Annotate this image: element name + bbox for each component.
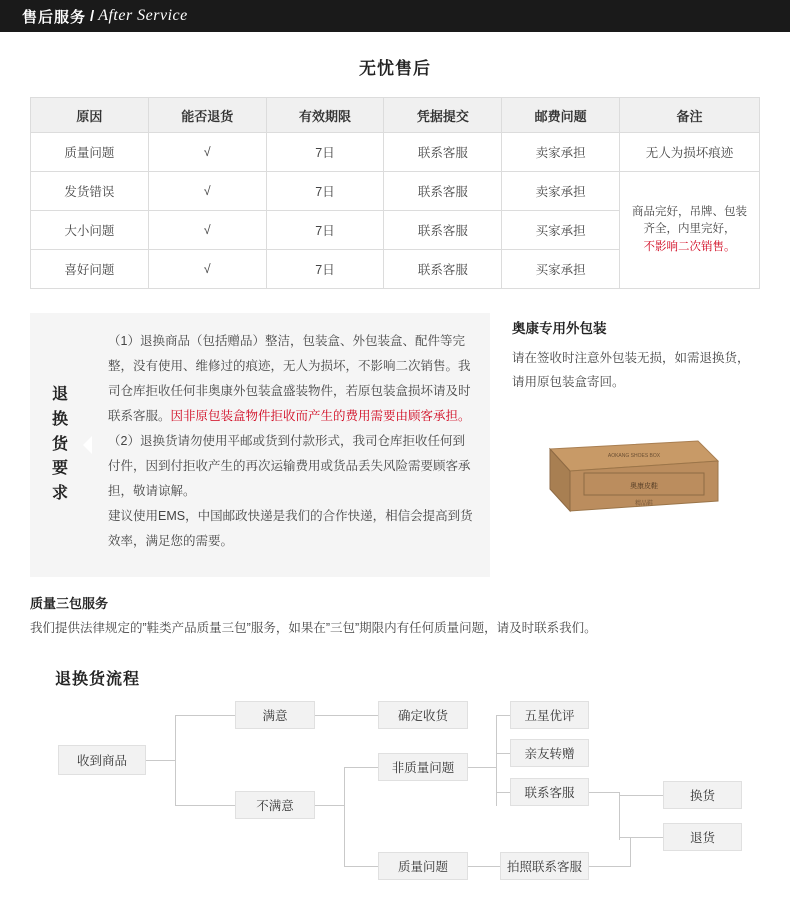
flow-node-fivestar[interactable]: 五星优评 [510, 701, 589, 729]
cell-period: 7日 [266, 172, 384, 211]
requirements-p1-normal: （1）退换商品（包括赠品）整洁，包装盒、外包装盒、配件等完整，没有使用、维修过的痕迹，无人为损坏，不影响二次销售。我司仓库拒收任何非奥康外包装盒盛装物件，若原包装盒损坏请及时联系客服。 [108, 334, 471, 423]
after-service-table [30, 97, 760, 289]
requirements-label-ch2: 换 [51, 410, 70, 428]
flow-node-photo[interactable]: 拍照联系客服 [500, 852, 589, 880]
flow-node-contact[interactable]: 联系客服 [510, 778, 589, 806]
page-header-banner [0, 0, 790, 32]
service-table-wrap [30, 97, 760, 289]
flow-line [619, 837, 663, 838]
flow-line [496, 792, 510, 793]
cell-note-merged [620, 172, 760, 289]
requirements-p1-red: 因非原包装盒物件拒收而产生的费用需要由顾客承担。 [170, 409, 471, 423]
cell-reason: 发货错误 [31, 172, 149, 211]
col-header-reason: 原因 [31, 98, 149, 133]
shoe-box-illustration [522, 423, 722, 519]
col-header-proof: 凭据提交 [384, 98, 502, 133]
cell-returnable: √ [148, 172, 266, 211]
cell-postage: 卖家承担 [502, 133, 620, 172]
col-header-note: 备注 [620, 98, 760, 133]
three-pack-title: 质量三包服务 [30, 596, 109, 611]
requirements-panel [30, 313, 490, 577]
cell-period: 7日 [266, 133, 384, 172]
return-flow-diagram [0, 701, 790, 891]
banner-separator: / [90, 7, 95, 25]
note-line-3: 不影响二次销售。 [643, 240, 736, 253]
packaging-desc: 请在签收时注意外包装无损，如需退换货，请用原包装盒寄回。 [512, 351, 750, 389]
cell-postage: 买家承担 [502, 211, 620, 250]
requirements-area [30, 313, 760, 577]
flow-line [344, 767, 378, 768]
cell-proof: 联系客服 [384, 172, 502, 211]
cell-period: 7日 [266, 211, 384, 250]
flow-line [344, 866, 378, 867]
cell-returnable: √ [148, 211, 266, 250]
flow-line [314, 805, 344, 806]
note-line-2: 齐全，内里完好， [643, 223, 736, 236]
flow-node-unsatisfied[interactable]: 不满意 [235, 791, 315, 819]
flow-line [175, 805, 235, 806]
cell-returnable: √ [148, 133, 266, 172]
table-row [31, 133, 760, 172]
requirements-label-ch1: 退 [51, 386, 70, 403]
flow-line [468, 767, 496, 768]
shoe-box-sub-text: 精品鞋 [634, 500, 654, 507]
packaging-column [490, 313, 760, 519]
requirements-text [92, 325, 490, 565]
cell-reason: 质量问题 [31, 133, 149, 172]
cell-postage: 买家承担 [502, 250, 620, 289]
flow-line [619, 795, 663, 796]
table-row [31, 172, 760, 211]
flow-node-nonquality[interactable]: 非质量问题 [378, 753, 468, 781]
flow-node-exchange[interactable]: 换货 [663, 781, 742, 809]
requirements-label-ch3: 货 [51, 435, 70, 453]
table-header-row [31, 98, 760, 133]
flow-line [496, 753, 510, 754]
banner-title-cn: 售后服务 [22, 8, 87, 26]
cell-returnable: √ [148, 250, 266, 289]
cell-period: 7日 [266, 250, 384, 289]
shoe-box-top-text: AOKANG SHOES BOX [607, 452, 661, 459]
flow-line [589, 866, 630, 867]
flow-line [314, 715, 378, 716]
flow-line [344, 767, 345, 866]
cell-proof: 联系客服 [384, 250, 502, 289]
flow-line [145, 760, 175, 761]
requirements-paragraph-3: 建议使用EMS，中国邮政快递是我们的合作快递，相信会提高到货效率，满足您的需要。 [108, 509, 473, 548]
requirements-label [30, 325, 92, 565]
cell-reason: 喜好问题 [31, 250, 149, 289]
flow-node-quality[interactable]: 质量问题 [378, 852, 468, 880]
three-pack-section [30, 593, 760, 638]
cell-proof: 联系客服 [384, 211, 502, 250]
flow-line [175, 715, 235, 716]
cell-proof: 联系客服 [384, 133, 502, 172]
note-line-1: 商品完好，吊牌、包装 [632, 206, 748, 219]
requirements-paragraph-2: （2）退换货请勿使用平邮或货到付款形式，我司仓库拒收任何到付件，因到付拒收产生的再次运输费用或货品丢失风险需要顾客承担，敬请谅解。 [108, 434, 471, 498]
flow-line [589, 792, 619, 793]
requirements-paragraph-1 [108, 329, 476, 429]
section-title: 无忧售后 [359, 59, 431, 78]
requirements-label-ch5: 求 [51, 485, 70, 503]
flow-line [619, 792, 620, 840]
col-header-returnable: 能否退货 [148, 98, 266, 133]
shoe-box-image [522, 423, 722, 519]
cell-note-first: 无人为损坏痕迹 [620, 133, 760, 172]
requirements-label-ch4: 要 [51, 460, 70, 478]
flow-node-confirm[interactable]: 确定收货 [378, 701, 468, 729]
col-header-period: 有效期限 [266, 98, 384, 133]
flow-section-title: 退换货流程 [55, 671, 141, 688]
three-pack-desc: 我们提供法律规定的”鞋类产品质量三包”服务，如果在”三包”期限内有任何质量问题，请及时联系我们。 [30, 621, 597, 635]
packaging-title: 奥康专用外包装 [512, 321, 607, 336]
flow-node-satisfied[interactable]: 满意 [235, 701, 315, 729]
cell-reason: 大小问题 [31, 211, 149, 250]
col-header-postage: 邮费问题 [502, 98, 620, 133]
shoe-box-brand-text: 奥康皮鞋 [630, 482, 658, 490]
cell-postage: 卖家承担 [502, 172, 620, 211]
flow-node-gift[interactable]: 亲友转赠 [510, 739, 589, 767]
flow-line [630, 837, 631, 867]
flow-line [175, 715, 176, 805]
banner-title-en: After Service [98, 7, 188, 24]
banner-title-group [22, 0, 188, 32]
flow-line [496, 715, 510, 716]
flow-node-return[interactable]: 退货 [663, 823, 742, 851]
flow-node-recv[interactable]: 收到商品 [58, 745, 146, 775]
